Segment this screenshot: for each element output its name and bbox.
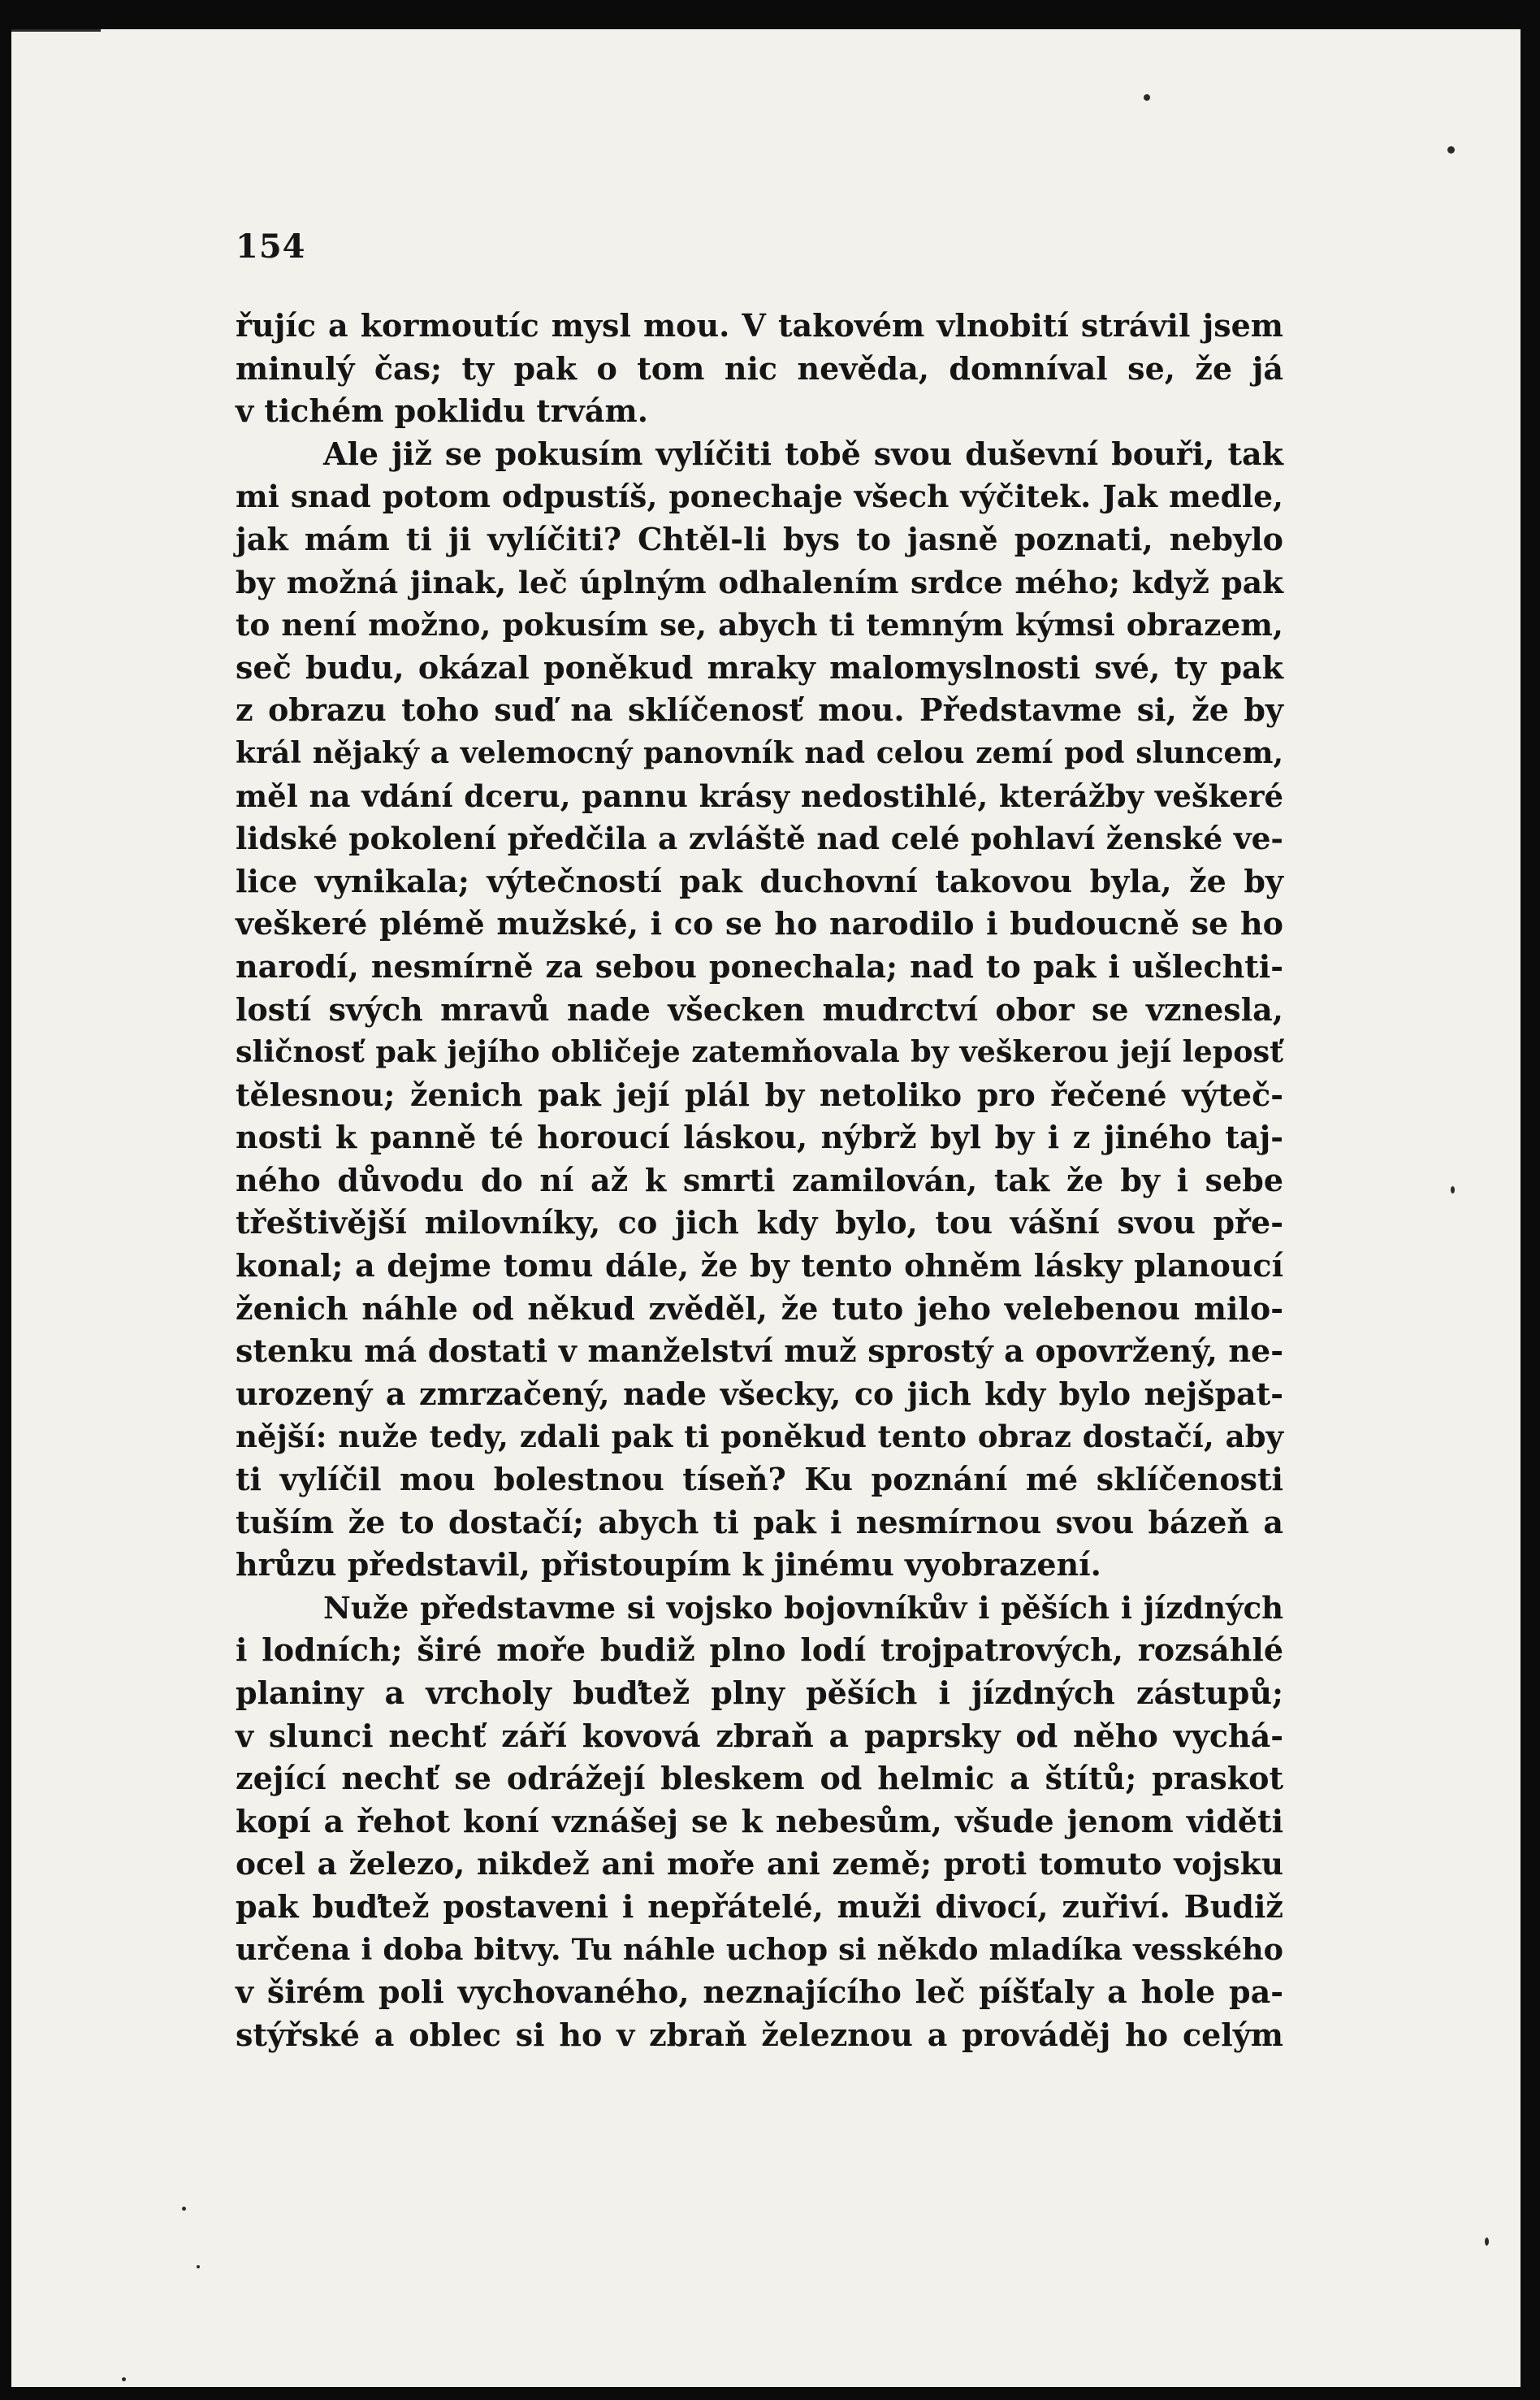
text-line: lostí svých mravů nade všecken mudrctví obor se vznesla, xyxy=(236,990,1283,1028)
text-line: to není možno, pokusím se, abych ti temným kýmsi obrazem, xyxy=(236,607,1283,643)
text-line: z obrazu toho suď na sklíčenosť mou. Představme si, že by xyxy=(236,691,1283,729)
text-line: planiny a vrcholy buďtež plny pěších i jízdných zástupů; xyxy=(236,1674,1283,1711)
text-line: mi snad potom odpustíš, ponechaje všech výčitek. Jak medle, xyxy=(236,479,1283,515)
text-line: narodí, nesmírně za sebou ponechala; nad to pak i ušlechti- xyxy=(236,947,1283,985)
text-line: třeštivější milovníky, co jich kdy bylo, tou vášní svou pře- xyxy=(236,1204,1283,1241)
text-line: minulý čas; ty pak o tom nic nevěda, domníval se, že já xyxy=(236,349,1283,387)
text-line: pak buďtež postaveni i nepřátelé, muži divocí, zuřiví. Budiž xyxy=(236,1887,1283,1925)
text-line: tělesnou; ženich pak její plál by netoliko pro řečené výteč- xyxy=(236,1076,1283,1113)
text-line: jak mám ti ji vylíčiti? Chtěl-li bys to jasně poznati, nebylo xyxy=(236,520,1283,557)
scan-speck xyxy=(122,2377,126,2381)
text-line: stenku má dostati v manželství muž sprostý a opovržený, ne- xyxy=(236,1332,1283,1370)
page-body xyxy=(236,305,1283,2056)
text-line: zející nechť se odrážejí bleskem od helmic a štítů; praskot xyxy=(236,1760,1283,1797)
text-line: v slunci nechť září kovová zbraň a paprsky od něho vychá- xyxy=(236,1717,1283,1754)
text-line: určena i doba bitvy. Tu náhle uchop si někdo mladíka vesského xyxy=(236,1931,1283,1967)
text-line: tuším že to dostačí; abych ti pak i nesmírnou svou bázeň a xyxy=(236,1503,1283,1540)
text-line: ného důvodu do ní až k smrti zamilován, tak že by i sebe xyxy=(236,1161,1283,1198)
text-line: řujíc a kormoutíc mysl mou. V takovém vlnobití strávil jsem xyxy=(236,307,1283,344)
text-line: kopí a řehot koní vznášej se k nebesům, všude jenom viděti xyxy=(236,1802,1283,1839)
page-number: 154 xyxy=(236,227,306,266)
scan-speck xyxy=(182,2207,186,2211)
paragraph-3 xyxy=(236,1587,1283,2057)
text-line: lice vynikala; výtečností pak duchovní takovou byla, že by xyxy=(236,862,1283,899)
scan-speck xyxy=(1144,94,1150,101)
text-line: ti vylíčil mou bolestnou tíseň? Ku poznání mé sklíčenosti xyxy=(236,1461,1283,1498)
text-line: v širém poli vychovaného, neznajícího leč píšťaly a hole pa- xyxy=(236,1973,1283,2011)
text-line: sličnosť pak jejího obličeje zatemňovala by veškerou její leposť xyxy=(236,1034,1283,1070)
text-line: konal; a dejme tomu dále, že by tento ohněm lásky planoucí xyxy=(236,1247,1283,1284)
text-line: urozený a zmrzačený, nade všecky, co jich kdy bylo nejšpat- xyxy=(236,1375,1283,1412)
text-line: král nějaký a velemocný panovník nad celou zemí pod sluncem, xyxy=(236,735,1283,770)
text-line: seč budu, okázal poněkud mraky malomyslnosti své, ty pak xyxy=(236,648,1283,686)
text-line: lidské pokolení předčila a zvláště nad celé pohlaví ženské ve- xyxy=(236,821,1283,857)
text-line: ocel a železo, nikdež ani moře ani země; proti tomuto vojsku xyxy=(236,1846,1283,1882)
scan-speck xyxy=(1451,1186,1455,1194)
paragraph-1 xyxy=(236,305,1283,433)
text-line: ženich náhle od někud zvěděl, že tuto jeho velebenou milo- xyxy=(236,1289,1283,1327)
scan-edge-rule xyxy=(11,29,101,32)
text-line: i lodních; širé moře budiž plno lodí trojpatrových, rozsáhlé xyxy=(236,1631,1283,1669)
scan-speck xyxy=(197,2265,200,2268)
text-line: stýřské a oblec si ho v zbraň železnou a prováděj ho celým xyxy=(236,2016,1283,2053)
text-line: Nuže představme si vojsko bojovníkův i pěších i jízdných xyxy=(323,1589,1283,1626)
paragraph-2 xyxy=(236,433,1283,1587)
text-line: nější: nuže tedy, zdali pak ti poněkud tento obraz dostačí, aby xyxy=(236,1419,1283,1455)
text-line: hrůzu představil, přistoupím k jinému vyobrazení. xyxy=(236,1546,1101,1583)
text-line: veškeré plémě mužské, i co se ho narodilo i budoucně se ho xyxy=(236,905,1283,942)
text-line: nosti k panně té horoucí láskou, nýbrž byl by i z jiného taj- xyxy=(236,1119,1283,1156)
scan-speck xyxy=(1447,146,1455,154)
text-line: měl na vdání dceru, pannu krásy nedostihlé, kterážby veškeré xyxy=(236,778,1283,814)
scan-speck xyxy=(1485,2238,1489,2246)
text-line: v tichém poklidu trvám. xyxy=(236,392,648,430)
text-line: by možná jinak, leč úplným odhalením srdce mého; když pak xyxy=(236,564,1283,600)
text-line: Ale již se pokusím vylíčiti tobě svou duševní bouři, tak xyxy=(323,435,1283,472)
